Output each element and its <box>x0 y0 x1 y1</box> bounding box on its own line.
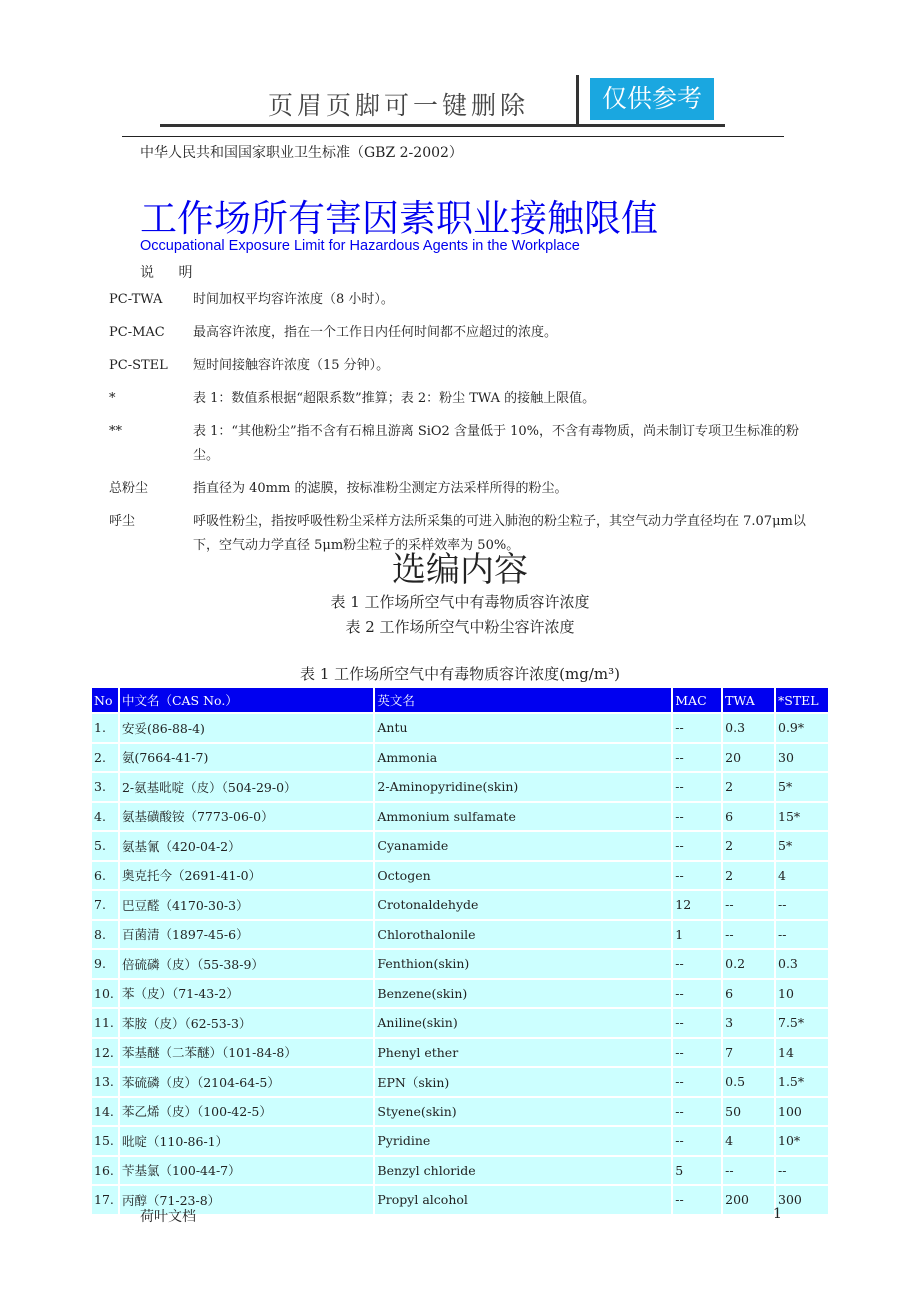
explain-heading: 说 明 <box>140 265 203 281</box>
definition-term: ** <box>109 424 122 439</box>
table-cell: Propyl alcohol <box>374 1185 672 1215</box>
table-row <box>91 772 829 802</box>
table-row <box>91 1008 829 1038</box>
section-item-2: 表 2 工作场所空气中粉尘容许浓度 <box>345 618 575 636</box>
table-cell: 5 <box>672 1156 722 1186</box>
table-cell: Styene(skin) <box>374 1097 672 1127</box>
table-cell: 10* <box>775 1126 829 1156</box>
table-cell: Chlorothalonile <box>374 920 672 950</box>
definition-text: 呼吸性粉尘，指按呼吸性粉尘采样方法所采集的可进入肺泡的粉尘粒子，其空气动力学直径均在 7.07μm以下，空气动力学直径 5μm粉尘粒子的采样效率为 50%。 <box>193 514 806 553</box>
table-row <box>91 949 829 979</box>
table-cell: 百菌清（1897-45-6） <box>119 920 374 950</box>
definition-text: 表 1：数值系根据“超限系数”推算；表 2：粉尘 TWA 的接触上限值。 <box>193 391 596 406</box>
table-cell: -- <box>775 1156 829 1186</box>
table-cell: 5* <box>775 772 829 802</box>
table-cell: 0.2 <box>722 949 775 979</box>
table-cell: 6 <box>722 979 775 1009</box>
table-cell: 0.3 <box>722 713 775 743</box>
definition-item <box>109 288 819 312</box>
table-cell: Benzyl chloride <box>374 1156 672 1186</box>
table-row <box>91 713 829 743</box>
reference-badge: 仅供参考 <box>590 78 714 120</box>
table-cell: Ammonia <box>374 743 672 773</box>
table-cell: 1.5* <box>775 1067 829 1097</box>
definition-item <box>109 477 819 501</box>
definitions-list <box>109 288 819 567</box>
table-cell: -- <box>672 1038 722 1068</box>
table-row <box>91 1038 829 1068</box>
table-row <box>91 1156 829 1186</box>
table-row <box>91 743 829 773</box>
table-cell: 1 <box>672 920 722 950</box>
header-rule <box>160 124 725 127</box>
table-cell: Crotonaldehyde <box>374 890 672 920</box>
table-cell: 200 <box>722 1185 775 1215</box>
table-cell: 苯基醚（二苯醚）（101-84-8） <box>119 1038 374 1068</box>
column-header: 中文名（CAS No.） <box>119 687 374 713</box>
table-caption: 表 1 工作场所空气中有毒物质容许浓度(mg/m³) <box>300 665 620 683</box>
table-cell: 1. <box>91 713 119 743</box>
table-cell: 20 <box>722 743 775 773</box>
table-cell: 4 <box>722 1126 775 1156</box>
table-cell: 6. <box>91 861 119 891</box>
table-cell: 7. <box>91 890 119 920</box>
table-cell: 4. <box>91 802 119 832</box>
table-cell: 苄基氯（100-44-7） <box>119 1156 374 1186</box>
table-cell: 2 <box>722 772 775 802</box>
table-cell: 0.3 <box>775 949 829 979</box>
table-cell: 苯硫磷（皮）（2104-64-5） <box>119 1067 374 1097</box>
header-underline <box>122 136 784 137</box>
table-cell: 30 <box>775 743 829 773</box>
table-cell: 0.5 <box>722 1067 775 1097</box>
table-cell: 8. <box>91 920 119 950</box>
table-row <box>91 861 829 891</box>
table-cell: 10. <box>91 979 119 1009</box>
table-cell: -- <box>672 713 722 743</box>
table-cell: EPN（skin) <box>374 1067 672 1097</box>
table-cell: 10 <box>775 979 829 1009</box>
table-cell: 14 <box>775 1038 829 1068</box>
definition-term: PC-MAC <box>109 325 165 340</box>
table-cell: -- <box>722 890 775 920</box>
table-cell: -- <box>672 949 722 979</box>
table-cell: Antu <box>374 713 672 743</box>
definition-term: PC-STEL <box>109 358 168 373</box>
table-cell: Benzene(skin) <box>374 979 672 1009</box>
definition-text: 表 1：“其他粉尘”指不含有石棉且游离 SiO2 含量低于 10%，不含有毒物质，尚未制订专项卫生标准的粉尘。 <box>193 424 799 463</box>
table-cell: -- <box>672 1097 722 1127</box>
table-row <box>91 920 829 950</box>
table-cell: -- <box>672 1008 722 1038</box>
table-cell: 14. <box>91 1097 119 1127</box>
table-cell: 17. <box>91 1185 119 1215</box>
table-row <box>91 802 829 832</box>
header-divider <box>576 75 579 125</box>
table-cell: 7.5* <box>775 1008 829 1038</box>
table-cell: 氨基磺酸铵（7773-06-0） <box>119 802 374 832</box>
table-cell: -- <box>775 890 829 920</box>
column-header: No <box>91 687 119 713</box>
table-row <box>91 1067 829 1097</box>
table-cell: -- <box>672 861 722 891</box>
table-cell: 6 <box>722 802 775 832</box>
definition-text: 短时间接触容许浓度（15 分钟）。 <box>193 358 390 373</box>
footer-label: 荷叶文档 <box>140 1209 196 1225</box>
table-cell: 13. <box>91 1067 119 1097</box>
table-cell: 2 <box>722 861 775 891</box>
column-header: MAC <box>672 687 722 713</box>
table-cell: 3 <box>722 1008 775 1038</box>
table-cell: -- <box>672 1067 722 1097</box>
table-cell: Ammonium sulfamate <box>374 802 672 832</box>
table-cell: 巴豆醛（4170-30-3） <box>119 890 374 920</box>
table-cell: 苯乙烯（皮）（100-42-5） <box>119 1097 374 1127</box>
table-cell: 2. <box>91 743 119 773</box>
section-title: 选编内容 <box>392 550 528 590</box>
table-cell: 奥克托今（2691-41-0） <box>119 861 374 891</box>
table-cell: 15* <box>775 802 829 832</box>
table-cell: Octogen <box>374 861 672 891</box>
table-cell: 5* <box>775 831 829 861</box>
table-cell: 倍硫磷（皮）（55-38-9） <box>119 949 374 979</box>
table-cell: 12. <box>91 1038 119 1068</box>
definition-term: * <box>109 391 116 406</box>
table-cell: 50 <box>722 1097 775 1127</box>
table-header-row <box>91 687 829 713</box>
definition-text: 最高容许浓度，指在一个工作日内任何时间都不应超过的浓度。 <box>193 325 558 340</box>
definition-term: PC-TWA <box>109 292 163 307</box>
header-watermark: 页眉页脚可一键删除 <box>268 91 530 120</box>
column-header: 英文名 <box>374 687 672 713</box>
table-cell: -- <box>672 743 722 773</box>
definition-text: 时间加权平均容许浓度（8 小时）。 <box>193 292 394 307</box>
definition-item <box>109 420 819 468</box>
table-cell: Aniline(skin) <box>374 1008 672 1038</box>
table-cell: 9. <box>91 949 119 979</box>
table-cell: 5. <box>91 831 119 861</box>
table-row <box>91 890 829 920</box>
table-cell: 吡啶（110-86-1） <box>119 1126 374 1156</box>
definition-text: 指直径为 40mm 的滤膜，按标准粉尘测定方法采样所得的粉尘。 <box>193 481 568 496</box>
table-row <box>91 1097 829 1127</box>
table-cell: 7 <box>722 1038 775 1068</box>
table-cell: 苯胺（皮）（62-53-3） <box>119 1008 374 1038</box>
table-cell: 2-氨基吡啶（皮）（504-29-0） <box>119 772 374 802</box>
table-cell: 2-Aminopyridine(skin) <box>374 772 672 802</box>
table-cell: -- <box>672 831 722 861</box>
exposure-table <box>90 686 830 1216</box>
table-cell: -- <box>722 920 775 950</box>
table-cell: -- <box>672 1126 722 1156</box>
table-cell: 苯（皮）（71-43-2） <box>119 979 374 1009</box>
column-header: *STEL <box>775 687 829 713</box>
page-title: 工作场所有害因素职业接触限值 <box>140 197 658 240</box>
table-cell: -- <box>672 1185 722 1215</box>
table-cell: 丙醇（71-23-8） <box>119 1185 374 1215</box>
table-cell: -- <box>775 920 829 950</box>
table-row <box>91 831 829 861</box>
table-row <box>91 1185 829 1215</box>
page-subtitle: Occupational Exposure Limit for Hazardous Agents in the Workplace <box>140 238 580 254</box>
table-cell: 16. <box>91 1156 119 1186</box>
definition-item <box>109 354 819 378</box>
column-header: TWA <box>722 687 775 713</box>
table-cell: 氨(7664-41-7) <box>119 743 374 773</box>
table-cell: 15. <box>91 1126 119 1156</box>
table-cell: Pyridine <box>374 1126 672 1156</box>
definition-item <box>109 321 819 345</box>
definition-term: 总粉尘 <box>109 481 149 496</box>
definition-item <box>109 387 819 411</box>
table-cell: Phenyl ether <box>374 1038 672 1068</box>
table-cell: 0.9* <box>775 713 829 743</box>
table-cell: -- <box>722 1156 775 1186</box>
table-cell: Fenthion(skin) <box>374 949 672 979</box>
section-item-1: 表 1 工作场所空气中有毒物质容许浓度 <box>330 593 590 611</box>
table-cell: 2 <box>722 831 775 861</box>
table-cell: 3. <box>91 772 119 802</box>
table-cell: 4 <box>775 861 829 891</box>
table-cell: -- <box>672 772 722 802</box>
definition-term: 呼尘 <box>109 514 136 529</box>
table-cell: 安妥(86-88-4) <box>119 713 374 743</box>
table-cell: 氨基氰（420-04-2） <box>119 831 374 861</box>
table-row <box>91 1126 829 1156</box>
table-row <box>91 979 829 1009</box>
table-cell: 300 <box>775 1185 829 1215</box>
page-number: 1 <box>773 1206 782 1222</box>
table-cell: 12 <box>672 890 722 920</box>
standard-label: 中华人民共和国国家职业卫生标准（GBZ 2-2002） <box>140 145 463 161</box>
table-cell: 100 <box>775 1097 829 1127</box>
table-cell: -- <box>672 979 722 1009</box>
table-cell: -- <box>672 802 722 832</box>
table-cell: 11. <box>91 1008 119 1038</box>
table-cell: Cyanamide <box>374 831 672 861</box>
